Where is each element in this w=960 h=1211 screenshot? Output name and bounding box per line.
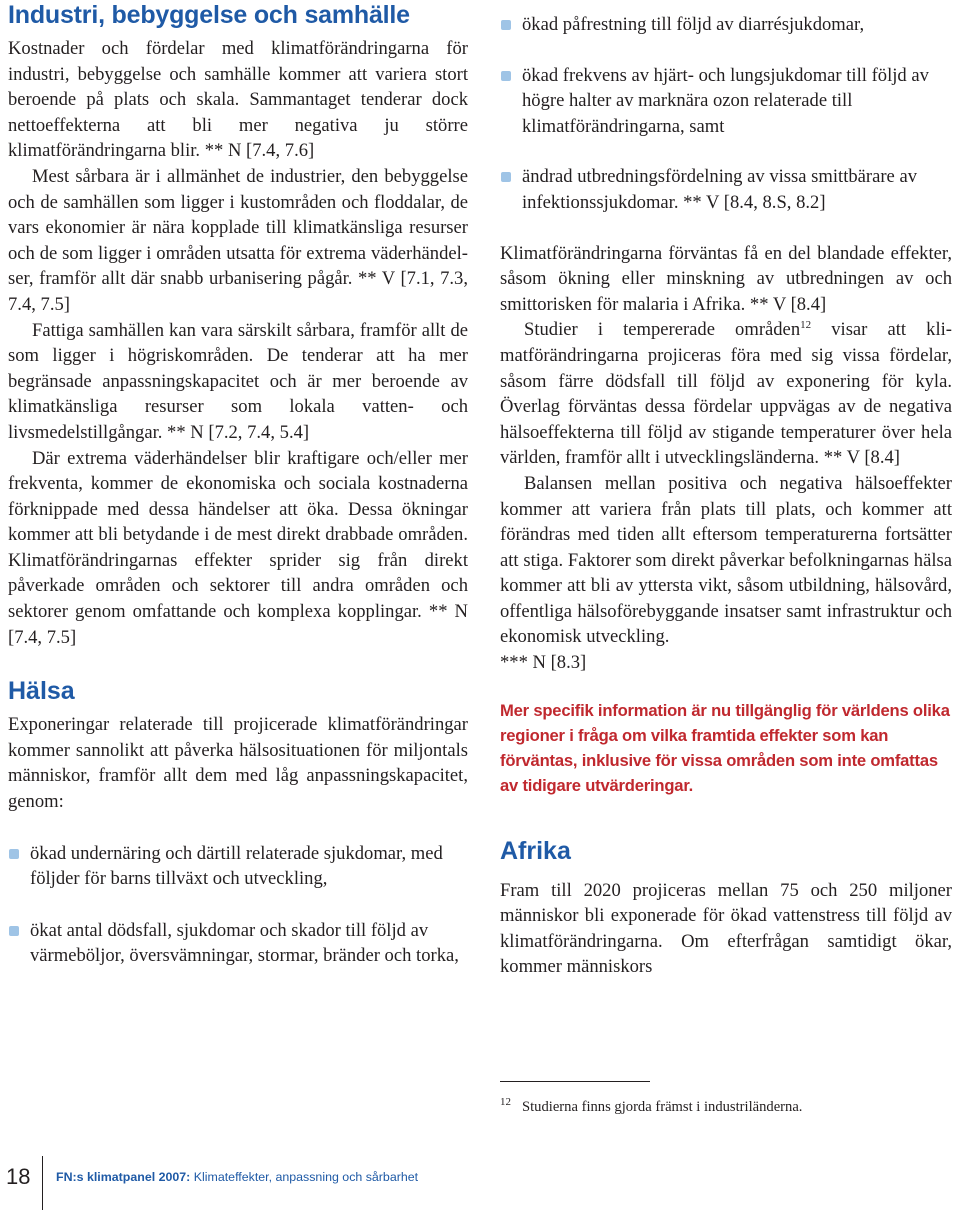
bullet-list bbox=[500, 12, 952, 216]
list-item: ökad påfrestning till följd av diarrésjukdomar, bbox=[500, 12, 952, 38]
square-bullet-icon bbox=[501, 20, 511, 30]
left-column bbox=[8, 0, 468, 969]
bullet-list bbox=[8, 841, 468, 969]
paragraph: Fram till 2020 projiceras mellan 75 och 250 miljoner människor bli exponerade för ökad vattenstress till följd av klimatförändringarna. Om efterfrågan samtidigt ökar, kommer människors bbox=[500, 879, 952, 978]
footer-title bbox=[56, 1170, 418, 1184]
footnote: $^{12}$ Studierna finns gjorda främst i industriländerna. bbox=[500, 1096, 803, 1115]
paragraph: Kostnader och fördelar med klimatförändringarna för industri, bebyggelse och samhälle kommer att variera stort beroende på plats och skala. Sammantaget tenderar dock nettoeffekterna att bli mer negativa ju större klimatförändringarna blir. ** N [7.4, 7.6] bbox=[8, 38, 468, 162]
footnote-rule bbox=[500, 1081, 650, 1082]
list-item: ökad frekvens av hjärt- och lungsjukdomar till följd av högre halter av marknära ozon relaterade till klimatförändringarna, samt bbox=[500, 63, 952, 140]
page-number: 18 bbox=[6, 1164, 31, 1189]
list-item: ökat antal dödsfall, sjukdomar och skador till följd av värmeböljor, översvämningar, stormar, bränder och torka, bbox=[8, 918, 468, 969]
paragraph: Exponeringar relaterade till projicerade klimatförändringar kommer sannolikt att påverka hälsosituationen för miljontals människor, framför allt dem med låg anpassningskapacitet, genom: bbox=[8, 714, 468, 813]
paragraph: Mest sårbara är i allmänhet de industrier, den bebyggelse och de samhällen som ligger i kustområden och floddalar, de vars ekonomier är nära kopplade till klimatkänsliga resurser och de som ligger i områden utsatta för extrema väderhändelser, framför allt där snabb urbanisering pågår. ** V [7.1, 7.3, 7.4, 7.5] bbox=[8, 165, 468, 315]
right-column bbox=[500, 0, 952, 980]
paragraph: Där extrema väderhändelser blir kraftigare och/eller mer frekventa, kommer de ekonomiska och sociala kostnaderna förknippade med dessa händelser att öka. Dessa ökningar kommer att bli betydande i de mest direkt drabbade områden. Klimatförändringarnas effekter sprider sig från direkt påverkade områden och sektorer till andra områden och sektorer genom omfattande och komplexa kopplingar. ** N [7.4, 7.5] bbox=[8, 447, 468, 648]
paragraph: Fattiga samhällen kan vara särskilt sårbara, framför allt de som ligger i högriskområden. De tenderar att ha mer begränsade anpassningskapacitet och är mer beroende av klimatkänsliga resurser som lokala vatten- och livsmedelstillgångar. ** N [7.2, 7.4, 5.4] bbox=[8, 319, 468, 443]
square-bullet-icon bbox=[501, 172, 511, 182]
footnote-reference: 12 bbox=[800, 319, 812, 332]
square-bullet-icon bbox=[501, 71, 511, 81]
footer-divider bbox=[42, 1156, 43, 1210]
highlight-text: Mer specifik information är nu tillgänglig för världens olika regioner i fråga om vilka framtida effekter som kan förväntas, inklusive för vissa områden som inte omfattas av tidigare utvärderingar. bbox=[500, 700, 950, 795]
reference: *** N [8.3] bbox=[500, 652, 587, 674]
footer-series: FN:s klimatpanel 2007: bbox=[56, 1170, 191, 1184]
page-footer bbox=[0, 1150, 960, 1211]
square-bullet-icon bbox=[9, 849, 19, 859]
square-bullet-icon bbox=[9, 926, 19, 936]
footnote-text: Studierna finns gjorda främst i industriländerna. bbox=[522, 1099, 803, 1115]
list-item: ändrad utbredningsfördelning av vissa smittbärare av infektionssjukdomar. ** V [8.4, 8.S, 8.2] bbox=[500, 164, 952, 215]
paragraph: Balansen mellan positiva och negativa hälsoeffekter kommer att variera från plats till plats, och kommer att förändras med tiden allt eftersom temperaturerna fortsätter att stiga. Faktorer som direkt påverkar befolkningarnas hälsa kommer att bli av yttersta vikt, såsom utbildning, hälsovård, offentliga hälsoförebyggande insatser samt infrastruktur och ekonomisk utveckling. bbox=[500, 472, 952, 648]
paragraph: Klimatförändringarna förväntas få en del blandade effekter, såsom ökning eller minskning av utbredningen av och smittorisken för malaria i Afrika. ** V [8.4] bbox=[500, 242, 952, 315]
list-item: ökad undernäring och därtill relaterade sjukdomar, med följder för barns tillväxt och utveckling, bbox=[8, 841, 468, 892]
section-heading-halsa: Hälsa bbox=[8, 677, 75, 706]
section-heading-afrika: Afrika bbox=[500, 836, 571, 865]
footer-subtitle: Klimateffekter, anpassning och sårbarhet bbox=[193, 1170, 419, 1184]
section-heading-industri: Industri, bebyggelse och samhälle bbox=[8, 1, 410, 29]
paragraph: Studier i tempererade områden$^{12}$ visar att klimatförändringarna projiceras föra med sig vissa fördelar, såsom färre dödsfall till följd av exponering för kyla. Överlag förväntas dessa fördelar uppvägas av de negativa hälsoeffekterna till följd av stigande temperaturer över hela världen, framför allt i utvecklingsländerna. ** V [8.4] bbox=[500, 319, 952, 469]
